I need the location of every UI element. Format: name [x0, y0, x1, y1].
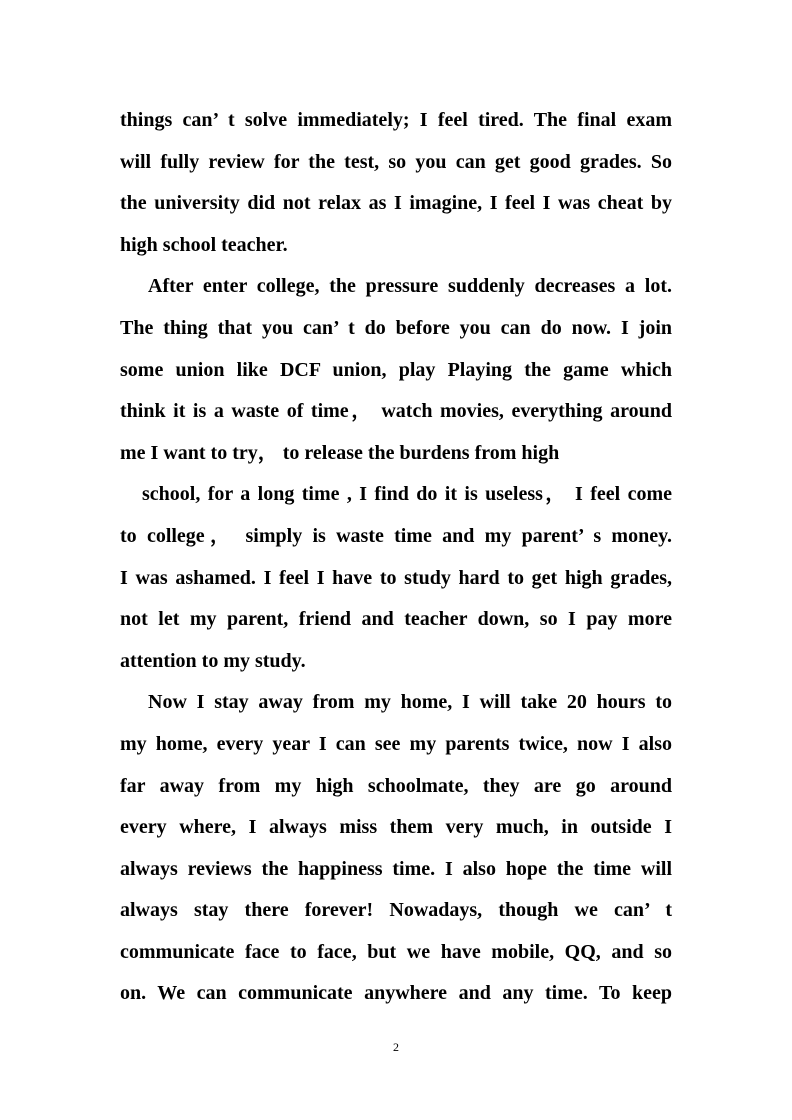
text-line: attention to my study. — [120, 649, 306, 672]
body-text — [120, 104, 672, 1019]
text-line: on. We can communicate anywhere and any time. To keep — [120, 982, 672, 1005]
text-line: things can’ t solve immediately; I feel tired. The final exam — [120, 109, 672, 131]
text-line: always stay there forever! Nowadays, though we can’ t — [120, 899, 672, 922]
text-line: some union like DCF union, play Playing the game which — [120, 358, 672, 381]
text-line: far away from my high schoolmate, they are go around — [120, 774, 672, 797]
text-line: will fully review for the test, so you can get good grades. So — [120, 150, 672, 173]
page-number: 2 — [393, 1040, 399, 1054]
text-line: to college， simply is waste time and my parent’ s money. — [120, 524, 672, 547]
text-line: think it is a waste of time， watch movies, everything around — [120, 400, 672, 423]
text-line: high school teacher. — [120, 233, 288, 256]
text-line: every where, I always miss them very much, in outside I — [120, 816, 672, 839]
text-line: After enter college, the pressure suddenly decreases a lot. — [148, 275, 672, 298]
text-line: school, for a long time , I find do it is useless， I feel come — [142, 483, 672, 506]
text-line: me I want to try， to release the burdens from high — [120, 441, 560, 464]
text-line: Now I stay away from my home, I will take 20 hours to — [148, 691, 672, 714]
text-line: the university did not relax as I imagine, I feel I was cheat by — [120, 192, 672, 215]
text-line: The thing that you can’ t do before you can do now. I join — [120, 316, 672, 339]
text-line: I was ashamed. I feel I have to study hard to get high grades, — [120, 566, 672, 589]
text-line: communicate face to face, but we have mobile, QQ, and so — [120, 940, 672, 963]
text-line: always reviews the happiness time. I also hope the time will — [120, 857, 672, 880]
text-line: my home, every year I can see my parents twice, now I also — [120, 732, 672, 755]
text-line: not let my parent, friend and teacher down, so I pay more — [120, 608, 672, 631]
